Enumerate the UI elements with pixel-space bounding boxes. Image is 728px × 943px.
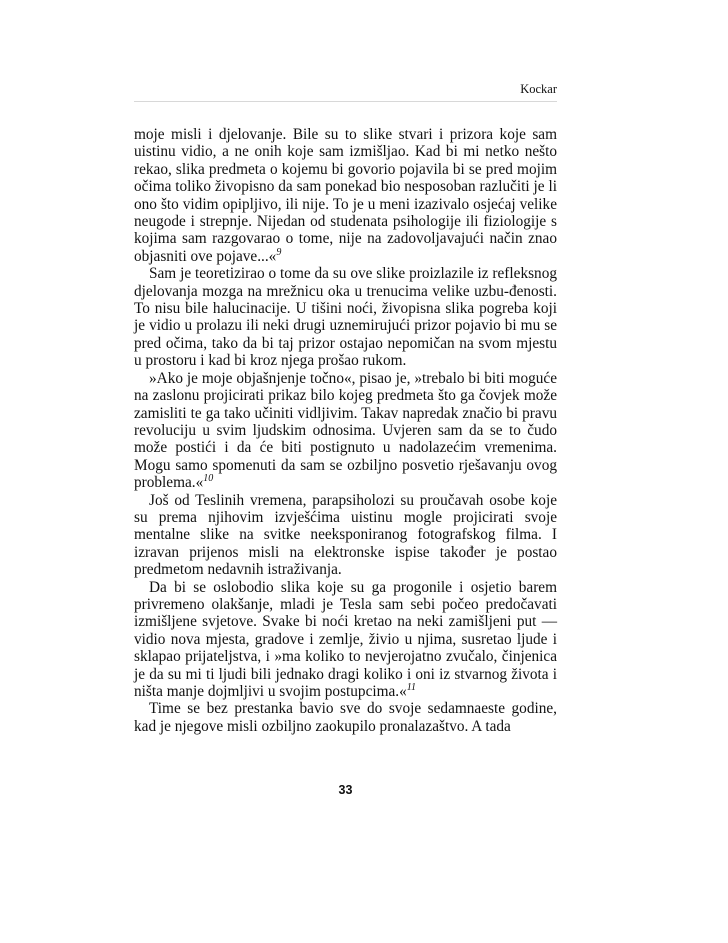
- paragraph-text: moje misli i djelovanje. Bile su to slike stvari i prizora koje sam uistinu vidio, a ne onih koje sam izmišljao. Kad bi mi netko nešto rekao, slika predmeta o kojemu bi govorio pojavila bi se pred mojim očima toliko živopisno da sam ponekad bio nesposoban razlučiti je li ono što vidim opipljivo, ili nije. To je u meni izazivalo osjećaj velike neugode i strepnje. Nijedan od studenata psihologije ili fiziologije s kojima sam razgovarao o tome, nije na zadovoljavajući način znao objasniti ove pojave...«: [134, 126, 557, 265]
- paragraph-text: Da bi se oslobodio slika koje su ga progonile i osjetio barem privremeno olakšanje, mladi je Tesla sam sebi počeo predočavati izmišljene svjetove. Svake bi noći kretao na neki zamišljeni put — vidio nova mjesta, gradove i zemlje, živio u njima, susretao ljude i sklapao prijateljstva, i »ma koliko to nevjerojatno zvučalo, činjenica je da su mi ti ljudi bili jednako dragi koliko i oni iz stvarnog života i ništa manje dojmljivi u svojim postupcima.«: [134, 578, 557, 700]
- paragraph: [134, 700, 557, 735]
- book-page: [134, 0, 557, 943]
- footnote-marker: 11: [406, 682, 417, 693]
- running-header: Kockar: [520, 82, 557, 96]
- paragraph: [134, 492, 557, 579]
- body-text: [134, 126, 557, 735]
- page-number: 33: [338, 783, 353, 797]
- paragraph-text: Time se bez prestanka bavio sve do svoje sedamnaeste godine, kad je njegove misli ozbiljno zaokupilo pronalazaštvo. A tada: [134, 700, 557, 735]
- paragraph-text: Sam je teoretizirao o tome da su ove slike proizlazile iz refleksnog djelovanja mozga na mrežnicu oka u trenucima velike uzbu-đenosti. To nisu bile halucinacije. U tišini noći, živopisna slika pogreba koji je vidio u prolazu ili neki drugi uznemirujući prizor pojavio bi mu se pred očima, tako da bi taj prizor ostajao nepomičan na svom mjestu u prostoru i kad bi kroz njega prošao rukom.: [134, 265, 557, 370]
- paragraph: [134, 579, 557, 701]
- paragraph-text: »Ako je moje objašnjenje točno«, pisao je, »trebalo bi biti moguće na zaslonu projicirati prikaz bilo kojeg predmeta što ga čovjek može zamisliti te ga tako učiniti vidljivim. Takav napredak značio bi pravu revoluciju u svim ljudskim odnosima. Uvjeren sam da se to čudo može postići i da će biti postignuto u nadolazećim vremenima. Mogu samo spomenuti da sam se ozbiljno posvetio rješavanju ovog problema.«: [134, 369, 557, 492]
- header-rule: [134, 101, 557, 102]
- paragraph: [134, 370, 557, 492]
- paragraph: [134, 126, 557, 265]
- paragraph-text: Još od Teslinih vremena, parapsiholozi su proučavah osobe koje su prema njihovim izvješćima uistinu mogle projicirati svoje mentalne slike na svitke neeksponiranog fotografskog filma. I izravan prijenos misli na elektronske ispise također je postao predmetom nedavnih istraživanja.: [134, 491, 557, 579]
- paragraph: [134, 265, 557, 369]
- footnote-marker: 10: [203, 473, 214, 485]
- footnote-marker: 9: [276, 246, 282, 258]
